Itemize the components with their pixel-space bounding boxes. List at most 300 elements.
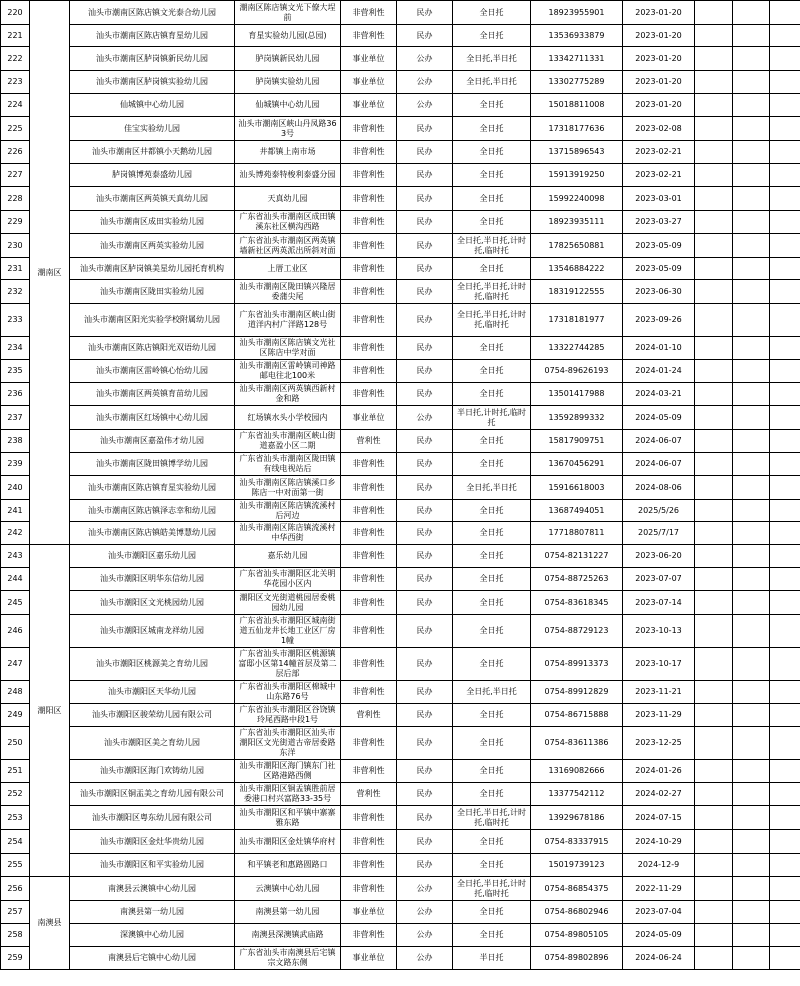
address: 广东省汕头市潮南区两英镇墙新社区两英派出所斜对面: [235, 234, 341, 258]
phone: 0754-89802896: [531, 947, 623, 970]
empty-cell: [770, 591, 800, 615]
address: 嘉乐幼儿园: [235, 545, 341, 568]
row-number: 226: [1, 141, 30, 164]
record-date: 2024-01-10: [623, 337, 695, 360]
service-type: 全日托: [453, 522, 531, 545]
table-row: [1, 360, 800, 383]
empty-cell: [733, 760, 770, 783]
row-number: 240: [1, 476, 30, 500]
service-type: 全日托,半日托: [453, 681, 531, 704]
ownership-type: 民办: [397, 806, 453, 830]
record-date: 2024-01-26: [623, 760, 695, 783]
nature: 非营利性: [341, 476, 397, 500]
service-type: 全日托: [453, 1, 531, 25]
kindergarten-name: 汕头市潮南区嘉盈伟才幼儿园: [70, 430, 235, 453]
phone: 18923955901: [531, 1, 623, 25]
row-number: 223: [1, 71, 30, 94]
ownership-type: 民办: [397, 187, 453, 211]
address: 广东省汕头市潮南区峡山街道嘉盈小区二期: [235, 430, 341, 453]
service-type: 全日托: [453, 337, 531, 360]
empty-cell: [695, 522, 733, 545]
nature: 非营利性: [341, 211, 397, 234]
empty-cell: [770, 280, 800, 304]
ownership-type: 民办: [397, 430, 453, 453]
ownership-type: 民办: [397, 545, 453, 568]
empty-cell: [770, 187, 800, 211]
address: 胪岗镇实验幼儿园: [235, 71, 341, 94]
row-number: 237: [1, 406, 30, 430]
ownership-type: 民办: [397, 648, 453, 681]
ownership-type: 民办: [397, 681, 453, 704]
nature: 非营利性: [341, 304, 397, 337]
empty-cell: [695, 94, 733, 117]
row-number: 220: [1, 1, 30, 25]
kindergarten-name: 汕头市潮阳区文光桃园幼儿园: [70, 591, 235, 615]
table-row: [1, 924, 800, 947]
district-cell: 潮阳区: [30, 545, 70, 877]
service-type: 全日托,半日托,计时托,临时托: [453, 280, 531, 304]
phone: 15019739123: [531, 854, 623, 877]
table-row: [1, 615, 800, 648]
row-number: 258: [1, 924, 30, 947]
empty-cell: [770, 25, 800, 47]
empty-cell: [733, 476, 770, 500]
row-number: 239: [1, 453, 30, 476]
nature: 非营利性: [341, 1, 397, 25]
phone: 15916618003: [531, 476, 623, 500]
phone: 13929678186: [531, 806, 623, 830]
empty-cell: [733, 187, 770, 211]
phone: 15817909751: [531, 430, 623, 453]
table-row: [1, 258, 800, 280]
ownership-type: 公办: [397, 406, 453, 430]
row-number: 225: [1, 117, 30, 141]
service-type: 全日托: [453, 360, 531, 383]
service-type: 全日托: [453, 25, 531, 47]
table-row: [1, 545, 800, 568]
phone: 15018811008: [531, 94, 623, 117]
nature: 事业单位: [341, 406, 397, 430]
service-type: 全日托: [453, 615, 531, 648]
address: 广东省汕头市潮南区峡山街道洋内村广洋路128号: [235, 304, 341, 337]
record-date: 2024-12-9: [623, 854, 695, 877]
empty-cell: [733, 360, 770, 383]
empty-cell: [733, 453, 770, 476]
phone: 13687494051: [531, 500, 623, 522]
empty-cell: [733, 901, 770, 924]
empty-cell: [695, 648, 733, 681]
address: 广东省汕头市潮阳区桃源镇富邸小区第14幢首层及第二层后部: [235, 648, 341, 681]
nature: 事业单位: [341, 901, 397, 924]
kindergarten-name: 汕头市潮阳区天华幼儿园: [70, 681, 235, 704]
row-number: 250: [1, 727, 30, 760]
empty-cell: [770, 522, 800, 545]
empty-cell: [770, 476, 800, 500]
empty-cell: [733, 727, 770, 760]
ownership-type: 民办: [397, 117, 453, 141]
empty-cell: [770, 500, 800, 522]
empty-cell: [770, 360, 800, 383]
service-type: 全日托: [453, 591, 531, 615]
record-date: 2023-06-30: [623, 280, 695, 304]
empty-cell: [770, 854, 800, 877]
record-date: 2023-01-20: [623, 71, 695, 94]
empty-cell: [695, 760, 733, 783]
service-type: 全日托: [453, 545, 531, 568]
empty-cell: [733, 783, 770, 806]
service-type: 全日托: [453, 727, 531, 760]
service-type: 全日托: [453, 901, 531, 924]
kindergarten-name: 汕头市潮阳区粤东幼儿园有限公司: [70, 806, 235, 830]
address: 汕头市潮南区陈店镇流溪村后河边: [235, 500, 341, 522]
service-type: 全日托: [453, 117, 531, 141]
phone: 0754-83618345: [531, 591, 623, 615]
phone: 17825650881: [531, 234, 623, 258]
empty-cell: [695, 280, 733, 304]
nature: 非营利性: [341, 591, 397, 615]
phone: 13342711331: [531, 47, 623, 71]
ownership-type: 民办: [397, 568, 453, 591]
record-date: 2025/5/26: [623, 500, 695, 522]
service-type: 全日托,半日托: [453, 71, 531, 94]
address: 和平镇老和惠路圆路口: [235, 854, 341, 877]
empty-cell: [733, 924, 770, 947]
record-date: 2024-10-29: [623, 830, 695, 854]
ownership-type: 民办: [397, 854, 453, 877]
service-type: 全日托: [453, 760, 531, 783]
row-number: 249: [1, 704, 30, 727]
empty-cell: [695, 500, 733, 522]
kindergarten-name: 胪岗镇博苑泰盛幼儿园: [70, 164, 235, 187]
phone: 0754-88725263: [531, 568, 623, 591]
row-number: 256: [1, 877, 30, 901]
phone: 15992240098: [531, 187, 623, 211]
ownership-type: 公办: [397, 877, 453, 901]
phone: 0754-86854375: [531, 877, 623, 901]
ownership-type: 民办: [397, 258, 453, 280]
empty-cell: [733, 947, 770, 970]
record-date: 2024-06-07: [623, 430, 695, 453]
record-date: 2023-09-26: [623, 304, 695, 337]
ownership-type: 民办: [397, 304, 453, 337]
empty-cell: [695, 360, 733, 383]
empty-cell: [770, 615, 800, 648]
phone: 0754-83337915: [531, 830, 623, 854]
address: 广东省汕头市潮阳区北关明华花园小区内: [235, 568, 341, 591]
empty-cell: [770, 1, 800, 25]
empty-cell: [770, 727, 800, 760]
empty-cell: [770, 681, 800, 704]
table-row: [1, 187, 800, 211]
table-row: [1, 234, 800, 258]
phone: 0754-86802946: [531, 901, 623, 924]
address: 红场镇水头小学校园内: [235, 406, 341, 430]
record-date: 2024-05-09: [623, 406, 695, 430]
phone: 0754-88729123: [531, 615, 623, 648]
kindergarten-name: 汕头市潮南区陇田实验幼儿园: [70, 280, 235, 304]
ownership-type: 民办: [397, 522, 453, 545]
empty-cell: [695, 25, 733, 47]
ownership-type: 民办: [397, 500, 453, 522]
empty-cell: [695, 234, 733, 258]
empty-cell: [733, 877, 770, 901]
empty-cell: [733, 806, 770, 830]
address: 汕头市潮阳区金灶镇华府村: [235, 830, 341, 854]
record-date: 2023-06-20: [623, 545, 695, 568]
row-number: 246: [1, 615, 30, 648]
row-number: 236: [1, 383, 30, 406]
kindergarten-name: 南澳县第一幼儿园: [70, 901, 235, 924]
empty-cell: [733, 522, 770, 545]
empty-cell: [695, 141, 733, 164]
address: 广东省汕头市潮南区成田镇溪东社区横沟西路: [235, 211, 341, 234]
table-row: [1, 280, 800, 304]
empty-cell: [770, 453, 800, 476]
kindergarten-name: 深澳镇中心幼儿园: [70, 924, 235, 947]
table-row: [1, 500, 800, 522]
phone: 13670456291: [531, 453, 623, 476]
nature: 非营利性: [341, 830, 397, 854]
ownership-type: 公办: [397, 947, 453, 970]
empty-cell: [733, 258, 770, 280]
empty-cell: [695, 304, 733, 337]
empty-cell: [695, 806, 733, 830]
address: 井都镇上南市场: [235, 141, 341, 164]
table-row: [1, 681, 800, 704]
service-type: 全日托,半日托: [453, 47, 531, 71]
service-type: 全日托: [453, 187, 531, 211]
kindergarten-name: 汕头市潮南区雷岭镇心怡幼儿园: [70, 360, 235, 383]
empty-cell: [733, 545, 770, 568]
table-row: [1, 211, 800, 234]
address: 汕头市潮阳区铜盂镇胜前居委港口村兴富路33-35号: [235, 783, 341, 806]
record-date: 2024-01-24: [623, 360, 695, 383]
ownership-type: 民办: [397, 476, 453, 500]
phone: 13501417988: [531, 383, 623, 406]
empty-cell: [733, 25, 770, 47]
empty-cell: [695, 947, 733, 970]
empty-cell: [695, 591, 733, 615]
record-date: 2023-02-08: [623, 117, 695, 141]
ownership-type: 公办: [397, 71, 453, 94]
service-type: 全日托: [453, 568, 531, 591]
empty-cell: [733, 1, 770, 25]
address: 天真幼儿园: [235, 187, 341, 211]
service-type: 全日托: [453, 430, 531, 453]
empty-cell: [695, 476, 733, 500]
address: 汕头市潮阳区海门镇东门社区路港路西侧: [235, 760, 341, 783]
empty-cell: [695, 406, 733, 430]
record-date: 2024-03-21: [623, 383, 695, 406]
table-row: [1, 141, 800, 164]
table-row: [1, 304, 800, 337]
table-row: [1, 854, 800, 877]
kindergarten-name: 汕头市潮阳区明华东信幼儿园: [70, 568, 235, 591]
kindergarten-name: 汕头市潮南区成田实验幼儿园: [70, 211, 235, 234]
address: 南澳县深澳镇武庙路: [235, 924, 341, 947]
empty-cell: [733, 337, 770, 360]
empty-cell: [770, 117, 800, 141]
record-date: 2023-12-25: [623, 727, 695, 760]
address: 南澳县第一幼儿园: [235, 901, 341, 924]
row-number: 224: [1, 94, 30, 117]
kindergarten-name: 佳宝实验幼儿园: [70, 117, 235, 141]
empty-cell: [695, 453, 733, 476]
district-cell: 南澳县: [30, 877, 70, 970]
record-date: 2024-06-24: [623, 947, 695, 970]
table-row: [1, 783, 800, 806]
table-row: [1, 47, 800, 71]
service-type: 半日托,计时托,临时托: [453, 406, 531, 430]
phone: 13322744285: [531, 337, 623, 360]
ownership-type: 公办: [397, 924, 453, 947]
empty-cell: [695, 117, 733, 141]
empty-cell: [733, 117, 770, 141]
row-number: 259: [1, 947, 30, 970]
empty-cell: [733, 854, 770, 877]
nature: 非营利性: [341, 568, 397, 591]
row-number: 245: [1, 591, 30, 615]
empty-cell: [733, 406, 770, 430]
table-row: [1, 337, 800, 360]
table-row: [1, 704, 800, 727]
address: 广东省汕头市潮南区陇田镇有线电视站后: [235, 453, 341, 476]
empty-cell: [733, 141, 770, 164]
phone: 0754-83611386: [531, 727, 623, 760]
phone: 0754-89913373: [531, 648, 623, 681]
kindergarten-name: 汕头市潮阳区和平实验幼儿园: [70, 854, 235, 877]
phone: 13592899332: [531, 406, 623, 430]
empty-cell: [695, 71, 733, 94]
kindergarten-name: 汕头市潮阳区铜盂美之育幼儿园有限公司: [70, 783, 235, 806]
service-type: 全日托,半日托,计时托,临时托: [453, 304, 531, 337]
ownership-type: 民办: [397, 704, 453, 727]
nature: 非营利性: [341, 337, 397, 360]
kindergarten-name: 汕头市潮南区红场镇中心幼儿园: [70, 406, 235, 430]
address: 汕头市潮南区峡山丹凤路363号: [235, 117, 341, 141]
nature: 非营利性: [341, 187, 397, 211]
empty-cell: [770, 648, 800, 681]
service-type: 全日托: [453, 164, 531, 187]
address: 广东省汕头市潮阳区汕头市潮阳区文光街道古帝居委路东洋: [235, 727, 341, 760]
nature: 非营利性: [341, 760, 397, 783]
empty-cell: [733, 704, 770, 727]
kindergarten-name: 汕头市潮南区陈店镇育星幼儿园: [70, 25, 235, 47]
table-row: [1, 947, 800, 970]
ownership-type: 民办: [397, 783, 453, 806]
address: 汕头市潮南区陈店镇文光社区陈店中学对面: [235, 337, 341, 360]
record-date: 2023-01-20: [623, 94, 695, 117]
address: 广东省汕头市南澳县后宅镇宗文路东侧: [235, 947, 341, 970]
row-number: 221: [1, 25, 30, 47]
table-body: [1, 1, 800, 970]
empty-cell: [733, 430, 770, 453]
empty-cell: [733, 830, 770, 854]
service-type: 全日托: [453, 453, 531, 476]
empty-cell: [733, 648, 770, 681]
kindergarten-name: 汕头市潮南区陇田镇博学幼儿园: [70, 453, 235, 476]
record-date: 2024-02-27: [623, 783, 695, 806]
phone: 13302775289: [531, 71, 623, 94]
nature: 非营利性: [341, 522, 397, 545]
empty-cell: [733, 591, 770, 615]
address: 汕头市潮南区陈店镇溪口乡陈店一中对面第一街: [235, 476, 341, 500]
phone: 0754-89805105: [531, 924, 623, 947]
nature: 非营利性: [341, 383, 397, 406]
kindergarten-name: 汕头市潮阳区城南龙祥幼儿园: [70, 615, 235, 648]
table-row: [1, 727, 800, 760]
table-row: [1, 830, 800, 854]
nature: 非营利性: [341, 877, 397, 901]
phone: 13377542112: [531, 783, 623, 806]
ownership-type: 公办: [397, 47, 453, 71]
table-row: [1, 648, 800, 681]
empty-cell: [695, 615, 733, 648]
address: 胪岗镇新民幼儿园: [235, 47, 341, 71]
record-date: 2023-03-01: [623, 187, 695, 211]
table-row: [1, 568, 800, 591]
nature: 非营利性: [341, 360, 397, 383]
empty-cell: [770, 877, 800, 901]
address: 广东省汕头市潮阳区谷饶镇玲尾西路中段1号: [235, 704, 341, 727]
phone: 13715896543: [531, 141, 623, 164]
row-number: 230: [1, 234, 30, 258]
empty-cell: [770, 337, 800, 360]
table-row: [1, 71, 800, 94]
ownership-type: 民办: [397, 211, 453, 234]
record-date: 2023-10-17: [623, 648, 695, 681]
empty-cell: [770, 258, 800, 280]
empty-cell: [733, 234, 770, 258]
table-row: [1, 877, 800, 901]
table-row: [1, 806, 800, 830]
kindergarten-name: 汕头市潮南区陈店镇皓美博慧幼儿园: [70, 522, 235, 545]
ownership-type: 民办: [397, 727, 453, 760]
table-row: [1, 406, 800, 430]
row-number: 233: [1, 304, 30, 337]
record-date: 2023-02-21: [623, 141, 695, 164]
empty-cell: [695, 830, 733, 854]
empty-cell: [770, 545, 800, 568]
row-number: 252: [1, 783, 30, 806]
kindergarten-name: 汕头市潮南区陈店镇泽志幸和幼儿园: [70, 500, 235, 522]
service-type: 全日托,半日托,计时托,临时托: [453, 234, 531, 258]
row-number: 241: [1, 500, 30, 522]
ownership-type: 民办: [397, 830, 453, 854]
table-row: [1, 117, 800, 141]
nature: 事业单位: [341, 71, 397, 94]
table-row: [1, 453, 800, 476]
table-row: [1, 901, 800, 924]
record-date: 2023-05-09: [623, 234, 695, 258]
service-type: 全日托: [453, 783, 531, 806]
empty-cell: [770, 783, 800, 806]
row-number: 248: [1, 681, 30, 704]
empty-cell: [695, 430, 733, 453]
kindergarten-name: 汕头市潮阳区海门欢铸幼儿园: [70, 760, 235, 783]
kindergarten-name: 仙城镇中心幼儿园: [70, 94, 235, 117]
record-date: 2023-02-21: [623, 164, 695, 187]
row-number: 255: [1, 854, 30, 877]
service-type: 半日托: [453, 947, 531, 970]
address: 广东省汕头市潮阳区城南街道五仙龙井长地工业区厂房1幢: [235, 615, 341, 648]
record-date: 2025/7/17: [623, 522, 695, 545]
empty-cell: [695, 383, 733, 406]
table-row: [1, 430, 800, 453]
ownership-type: 民办: [397, 360, 453, 383]
ownership-type: 民办: [397, 760, 453, 783]
record-date: 2023-07-04: [623, 901, 695, 924]
